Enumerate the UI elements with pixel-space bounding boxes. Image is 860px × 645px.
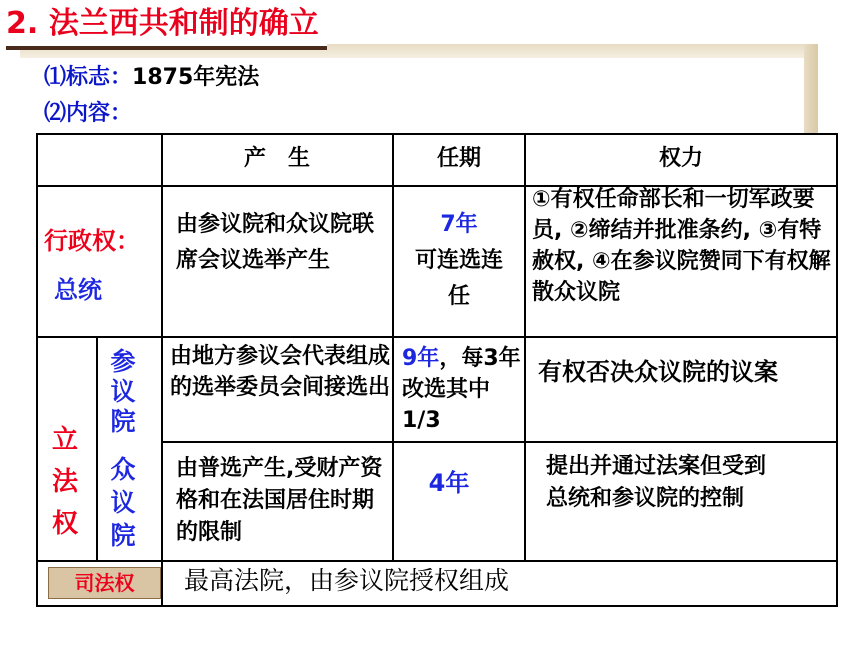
sign-value: 1875年宪法 xyxy=(132,65,260,90)
senate-term xyxy=(402,343,526,436)
senate-term-years: 9年 xyxy=(402,346,440,371)
judicial-label: 司法权 xyxy=(74,571,135,595)
executive-term-note: 可连选连任 xyxy=(414,248,503,309)
header-power: 权力 xyxy=(658,146,703,171)
header-produce: 产 生 xyxy=(243,146,310,171)
executive-produce: 由参议院和众议院联席会议选举产生 xyxy=(176,212,375,273)
judicial-label-box xyxy=(48,567,161,599)
executive-power: ①有权任命部长和一切军政要员, ②缔结并批准条约, ③有特赦权, ④在参议院赞同下有权解散众议院 xyxy=(532,187,831,305)
legislative-label: 立法权 xyxy=(51,425,78,539)
constitution-table xyxy=(36,133,838,607)
sign-line xyxy=(44,60,259,91)
sign-label: ⑴标志： xyxy=(44,65,133,90)
chamber-power: 提出并通过法案但受到总统和参议院的控制 xyxy=(546,454,767,511)
executive-subject: 总统 xyxy=(54,276,102,304)
executive-label: 行政权： xyxy=(44,227,140,255)
chamber-term: 4年 xyxy=(428,469,470,497)
content-label: ⑵内容： xyxy=(44,101,133,126)
judicial-text: 最高法院，由参议院授权组成 xyxy=(184,566,510,595)
senate-name: 参议院 xyxy=(110,347,136,436)
senate-term-note: ，每3年改选其中1/3 xyxy=(402,346,521,433)
executive-term-years: 7年 xyxy=(440,212,478,237)
content-line xyxy=(44,96,132,127)
senate-power: 有权否决众议院的议案 xyxy=(538,358,778,386)
senate-produce: 由地方参议会代表组成的选举委员会间接选出 xyxy=(170,344,391,400)
slide-title: 2. 法兰西共和制的确立 xyxy=(6,2,327,50)
chamber-name: 众议院 xyxy=(110,455,136,550)
chamber-produce: 由普选产生,受财产资格和在法国居住时期的限制 xyxy=(176,456,383,545)
header-term: 任期 xyxy=(436,146,481,171)
